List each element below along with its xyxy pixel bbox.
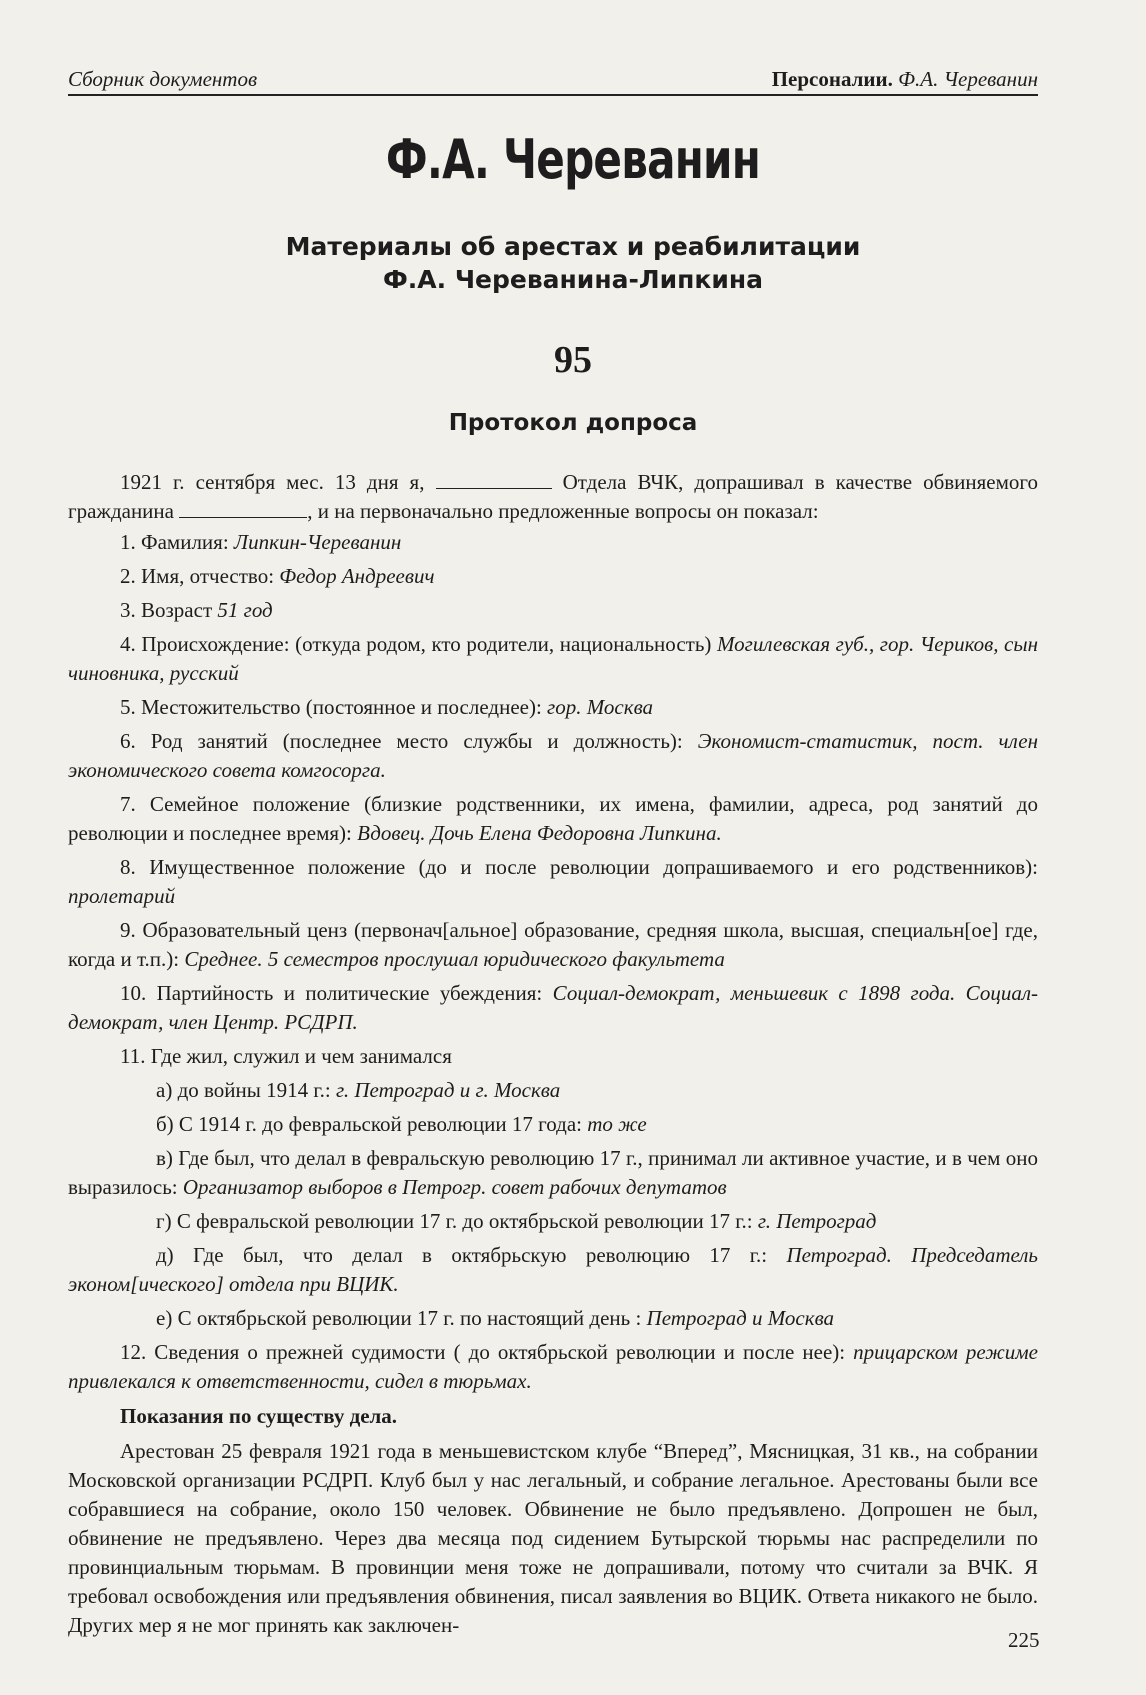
question-item — [68, 1042, 1038, 1071]
running-header — [68, 62, 1038, 96]
question-item — [68, 693, 1038, 722]
sub-question-item — [68, 1076, 1038, 1105]
answer-text: Среднее. 5 семестров прослушал юридического факультета — [184, 947, 725, 971]
question-item — [68, 1338, 1038, 1396]
page-number: 225 — [1008, 1628, 1040, 1652]
question-text: а) до войны 1914 г.: — [156, 1078, 336, 1102]
answer-text: 51 год — [217, 598, 273, 622]
sub-question-item — [68, 1304, 1038, 1333]
section-heading: Показания по существу дела. — [120, 1404, 398, 1428]
question-text: 2. Имя, отчество: — [120, 564, 280, 588]
answer-text: Организатор выборов в Петрогр. совет рабочих депутатов — [182, 1175, 727, 1199]
document-number: 95 — [554, 339, 592, 381]
subtitle-line-2: Ф.А. Череванина-Липкина — [382, 265, 764, 294]
page-title: Ф.А. Череванин — [385, 128, 761, 191]
question-text: 7. Семейное положение (близкие родственники, их имена, фамилии, адреса, род занятий до революции и последнее время): — [68, 792, 1038, 845]
question-item — [68, 562, 1038, 591]
sub-question-item — [68, 1241, 1038, 1299]
answer-text: Социал-демократ, меньшевик с 1898 года. Социал-демократ, член Центр. РСДРП. — [68, 981, 1038, 1034]
blank-line — [436, 470, 552, 489]
document-title: Протокол допроса — [448, 410, 698, 436]
answer-text: Могилевская губ., гор. Чериков, сын чиновника, русский — [68, 632, 1038, 685]
question-text: 8. Имущественное положение (до и после революции допрашиваемого и его родственников): — [120, 855, 1038, 879]
question-item — [68, 630, 1038, 688]
intro-part-3: , и на первоначально предложенные вопросы он показал: — [307, 499, 819, 523]
blank-line — [179, 499, 307, 518]
answer-text: Вдовец. Дочь Елена Федоровна Липкина. — [357, 821, 722, 845]
question-text: е) С октябрьской революции 17 г. по настоящий день : — [156, 1306, 647, 1330]
question-text: 11. Где жил, служил и чем занимался — [120, 1044, 452, 1068]
subtitle — [0, 230, 1146, 296]
question-text: б) С 1914 г. до февральской революции 17 года: — [156, 1112, 588, 1136]
intro-part-1: 1921 г. сентября мес. 13 дня я, — [120, 470, 425, 494]
question-item — [68, 979, 1038, 1037]
question-text: 4. Происхождение: (откуда родом, кто родители, национальность) — [120, 632, 717, 656]
intro-paragraph — [68, 468, 1038, 526]
question-item — [68, 853, 1038, 911]
answer-text: Липкин-Череванин — [233, 530, 402, 554]
question-text: в) Где был, что делал в февральскую революцию 17 г., принимал ли активное участие, и в чем оно выразилось: — [68, 1146, 1038, 1199]
answer-text: Петроград. Председатель эконом[ического] отдела при ВЦИК. — [68, 1243, 1038, 1296]
question-text: д) Где был, что делал в октябрьскую революцию 17 г.: — [156, 1243, 787, 1267]
subtitle-line-1: Материалы об арестах и реабилитации — [285, 232, 861, 261]
question-text: 5. Местожительство (постоянное и последнее): — [120, 695, 548, 719]
question-item — [68, 790, 1038, 848]
question-text: 12. Сведения о прежней судимости ( до октябрьской революции и после нее): — [120, 1340, 854, 1364]
answer-text: то же — [587, 1112, 647, 1136]
testimony-paragraph: Арестован 25 февраля 1921 года в меньшевистском клубе “Вперед”, Мясницкая, 31 кв., на собрании Московской организации РСДРП. Клуб был у нас легальный, и собрание легальное. Арестованы были все собравшиеся на собрание, около 150 человек. Обвинение не было предъявлено. Допрошен не был, обвинение не предъявлено. Через два месяца под сидением Бутырской тюрьмы нас распределили по провинциальным тюрьмам. В провинции меня тоже не допрашивали, потому что считали за ВЧК. Я требовал освобождения или предъявления обвинения, писал заявления во ВЦИК. Ответа никакого не было. Других мер я не мог принять как заключен- — [68, 1439, 1038, 1637]
answer-text: гор. Москва — [547, 695, 654, 719]
header-right-italic: Ф.А. Череванин — [898, 67, 1038, 91]
question-text: 6. Род занятий (последнее место службы и должность): — [120, 729, 698, 753]
sub-question-item — [68, 1110, 1038, 1139]
question-text: 3. Возраст — [120, 598, 218, 622]
answer-text: Федор Андреевич — [279, 564, 435, 588]
protocol-body — [68, 468, 1038, 1642]
answer-text: Экономист-статистик, пост. член экономического совета комгосорга. — [68, 729, 1038, 782]
answer-text: пролетарий — [68, 884, 176, 908]
sub-question-item — [68, 1144, 1038, 1202]
answer-text: прицарском режиме привлекался к ответственности, сидел в тюрьмах. — [68, 1340, 1038, 1393]
answer-text: г. Петроград — [757, 1209, 877, 1233]
question-item — [68, 528, 1038, 557]
question-text: г) С февральской революции 17 г. до октябрьской революции 17 г.: — [156, 1209, 758, 1233]
question-item — [68, 916, 1038, 974]
question-item — [68, 596, 1038, 625]
header-right-bold: Персоналии. — [771, 67, 893, 91]
question-text: 9. Образовательный ценз (первонач[альное] образование, средняя школа, высшая, специальн[ое] где, когда и т.п.): — [68, 918, 1038, 971]
question-item — [68, 727, 1038, 785]
intro-part-2: Отдела ВЧК, допрашивал в качестве обвиняемого гражданина — [68, 470, 1039, 523]
answer-text: г. Петроград и г. Москва — [335, 1078, 561, 1102]
header-left: Сборник документов — [68, 67, 258, 91]
header-right — [772, 67, 1038, 92]
question-text: 10. Партийность и политические убеждения: — [120, 981, 553, 1005]
question-text: 1. Фамилия: — [120, 530, 234, 554]
answer-text: Петроград и Москва — [646, 1306, 835, 1330]
sub-question-item — [68, 1207, 1038, 1236]
